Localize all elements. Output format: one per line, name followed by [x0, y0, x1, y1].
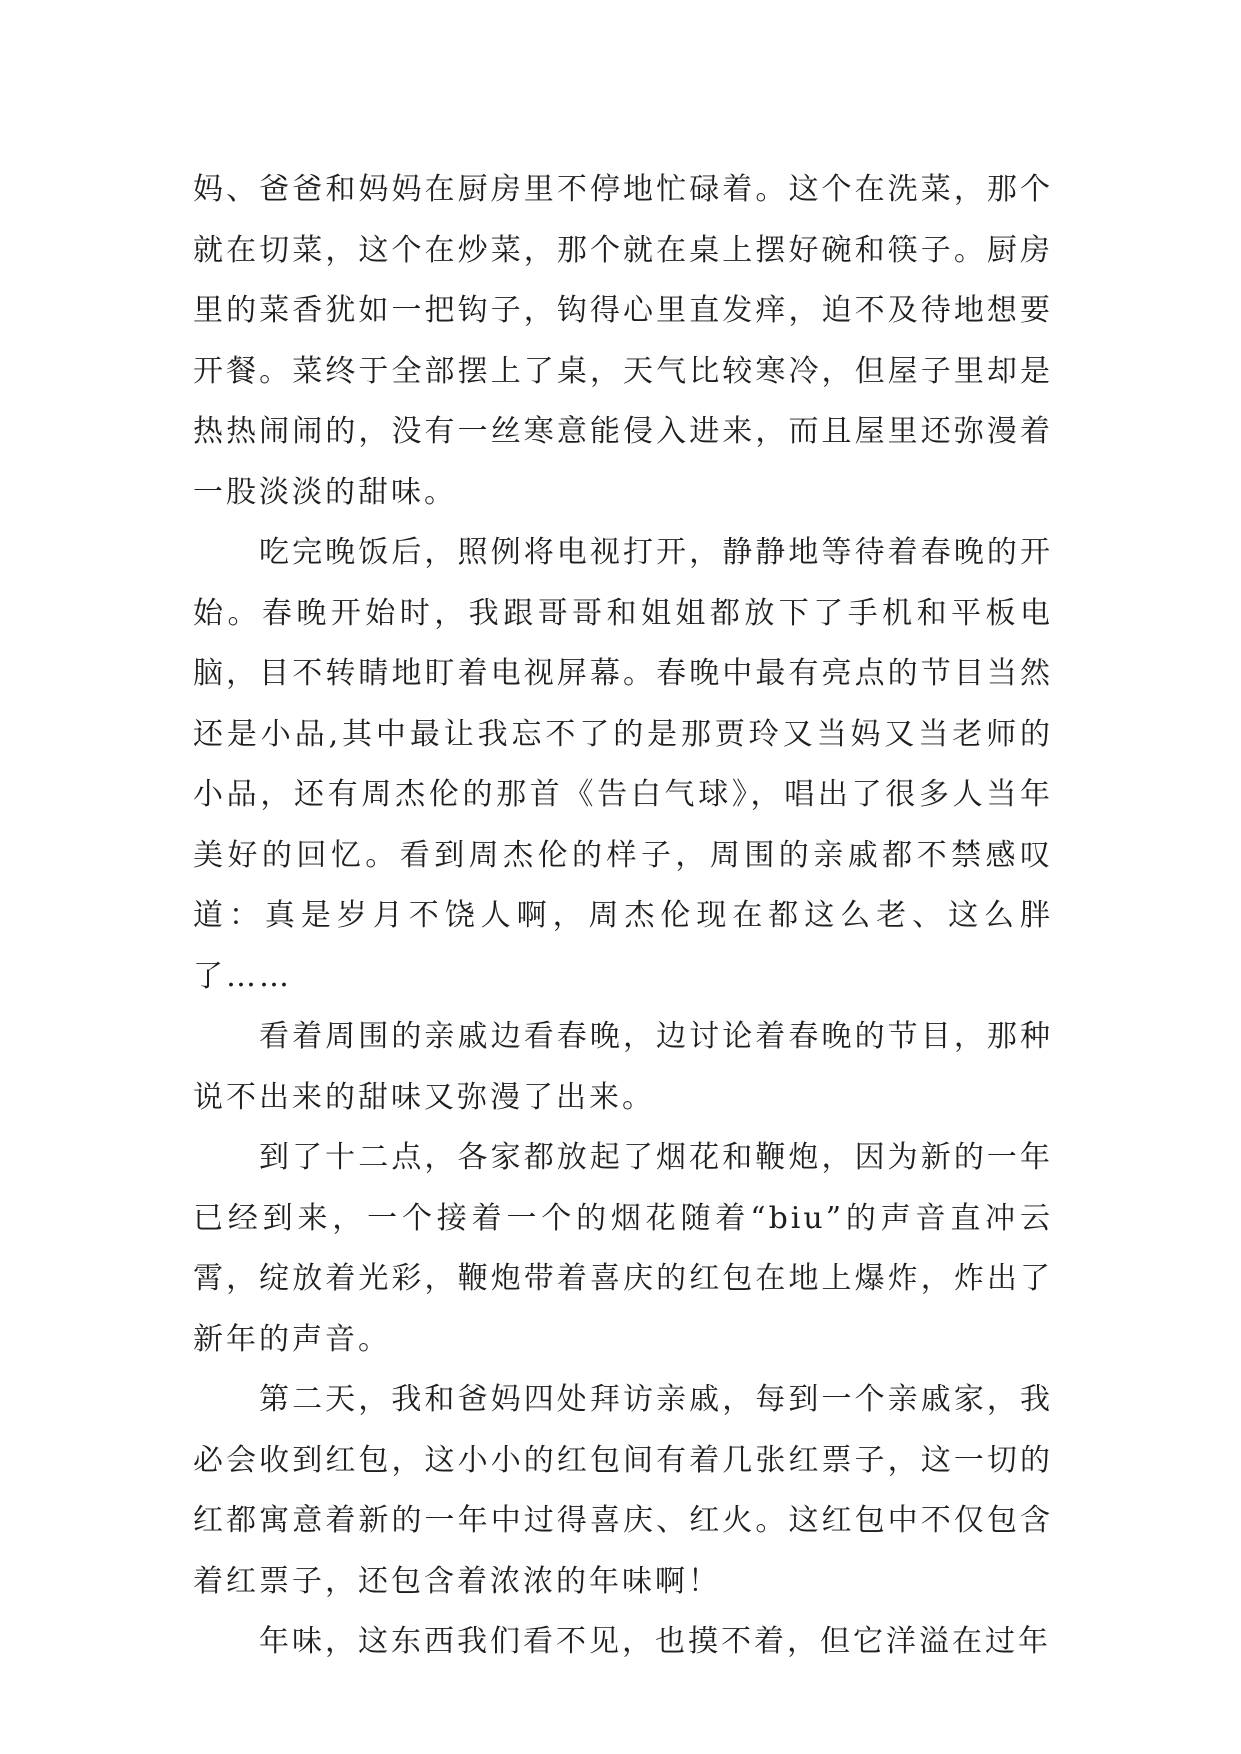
- paragraph-2: 吃完晚饭后，照例将电视打开，静静地等待着春晚的开始。春晚开始时，我跟哥哥和姐姐都放下了手机和平板电脑，目不转睛地盯着电视屏幕。春晚中最有亮点的节目当然还是小品,其中最让我忘不了的是那贾玲又当妈又当老师的小品，还有周杰伦的那首《告白气球》，唱出了很多人当年美好的回忆。看到周杰伦的样子，周围的亲戚都不禁感叹道：真是岁月不饶人啊，周杰伦现在都这么老、这么胖了……: [193, 535, 1053, 994]
- paragraph-4: 到了十二点，各家都放起了烟花和鞭炮，因为新的一年已经到来，一个接着一个的烟花随着“biu”的声音直冲云霄，绽放着光彩，鞭炮带着喜庆的红包在地上爆炸，炸出了新年的声音。: [193, 1140, 1053, 1357]
- body-text: [193, 160, 1053, 1673]
- paragraph-1: 妈、爸爸和妈妈在厨房里不停地忙碌着。这个在洗菜，那个就在切菜，这个在炒菜，那个就在桌上摆好碗和筷子。厨房里的菜香犹如一把钩子，钩得心里直发痒，迫不及待地想要开餐。菜终于全部摆上了桌，天气比较寒冷，但屋子里却是热热闹闹的，没有一丝寒意能侵入进来，而且屋里还弥漫着一股淡淡的甜味。: [193, 172, 1053, 510]
- paragraph-5: 第二天，我和爸妈四处拜访亲戚，每到一个亲戚家，我必会收到红包，这小小的红包间有着几张红票子，这一切的红都寓意着新的一年中过得喜庆、红火。这红包中不仅包含着红票子，还包含着浓浓的年味啊！: [193, 1382, 1053, 1599]
- paragraph-3: 看着周围的亲戚边看春晚，边讨论着春晚的节目，那种说不出来的甜味又弥漫了出来。: [193, 1019, 1053, 1115]
- paragraph-6: 年味，这东西我们看不见，也摸不着，但它洋溢在过年: [259, 1624, 1051, 1659]
